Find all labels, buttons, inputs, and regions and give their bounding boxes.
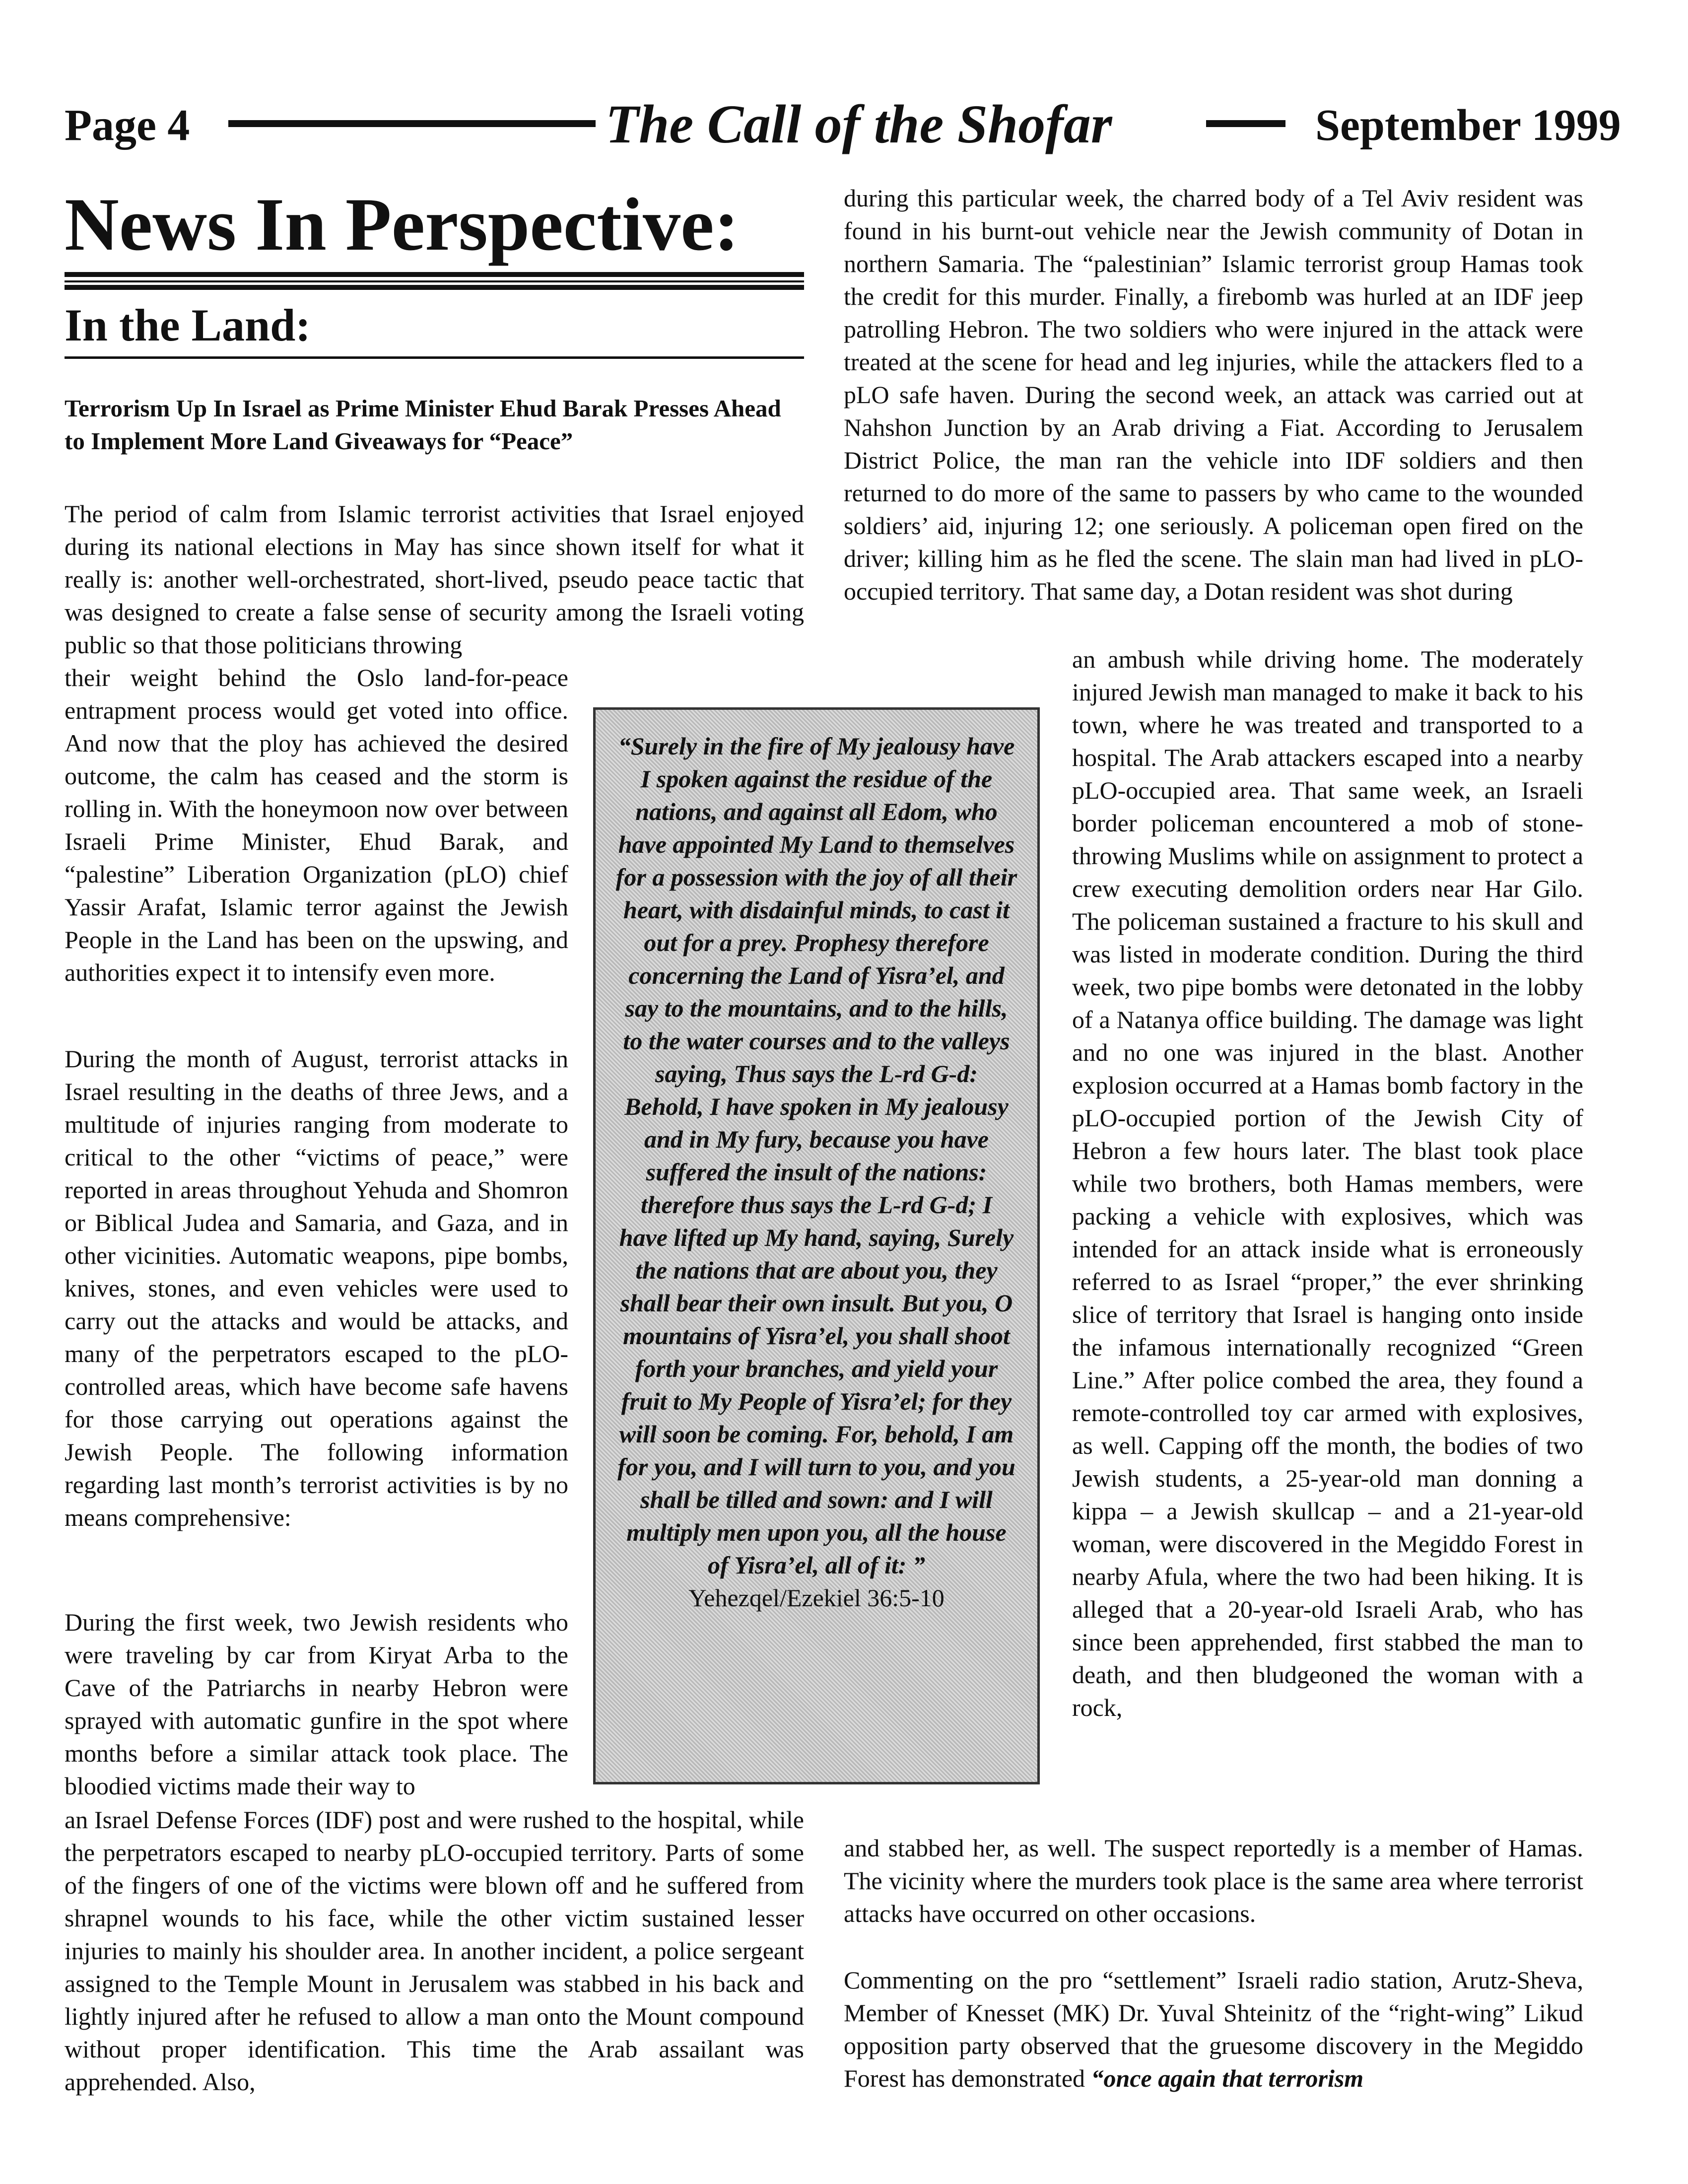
article-headline: Terrorism Up In Israel as Prime Minister Ehud Barak Presses Ahead to Implement More Land Giveaways for “Peace” bbox=[65, 395, 781, 455]
header-rule-left bbox=[228, 120, 596, 127]
section-title: News In Perspective: bbox=[65, 183, 740, 266]
paragraph-knesset-comment bbox=[844, 1964, 1583, 2095]
section-rule-middle bbox=[65, 280, 804, 282]
paragraph-august-overview: During the month of August, terrorist attacks in Israel resulting in the deaths of three Jews, and a multitude of injuries ranging from moderate to critical to the other “victims of peace,” were reported in areas throughout Yehuda and Shomron or Biblical Judea and Samaria, and Gaza, and in other vicinities. Automatic weapons, pipe bombs, knives, stones, and even vehicles were used to carry out the attacks and would be attacks, and many of the perpetrators escaped to the pLO-controlled areas, which have become safe havens for those carrying out operations against the Jewish People. The following information regarding last month’s terrorist activities is by no means comprehensive: bbox=[65, 1045, 568, 1531]
paragraph-right-bottom: and stabbed her, as well. The suspect reportedly is a member of Hamas. The vicinity where the murders took place is the same area where terrorist attacks have occurred on other occasions. bbox=[844, 1834, 1583, 1927]
header-rule-right bbox=[1206, 120, 1285, 127]
scripture-quote-text: “Surely in the fire of My jealousy have I spoken against the residue of the nations, and against all Edom, who have appointed My Land to themselves for a possession with the joy of all their heart, with disdainful minds, to cast it out for a prey. Prophesy therefore concerning the Land of Yisra’el, and say to the mountains, and to the hills, to the water courses and to the valleys saying, Thus says the L-rd G-d: Behold, I have spoken in My jealousy and in My fury, because you have suffered the insult of the nations: therefore thus says the L-rd G-d; I have lifted up My hand, saying, Surely the nations that are about you, they shall bear their own insult. But you, O mountains of Yisra’el, you shall shoot forth your branches, and yield your fruit to My People of Yisra’el; for they will soon be coming. For, behold, I am for you, and I will turn to you, and you shall be tilled and sown: and I will multiply men upon you, all the house of Yisra’el, all of it: ” bbox=[615, 732, 1017, 1579]
paragraph-knesset-quote: “once again that terrorism bbox=[1091, 2064, 1364, 2092]
paragraph-first-week: During the first week, two Jewish residents who were traveling by car from Kiryat Arba to the Cave of the Patriarchs in nearby Hebron were sprayed with automatic gunfire in the spot where months before a similar attack took place. The bloodied victims made their way to bbox=[65, 1608, 568, 1800]
paragraph-right-top: during this particular week, the charred body of a Tel Aviv resident was found in his burnt-out vehicle near the Jewish community of Dotan in northern Samaria. The “palestinian” Islamic terrorist group Hamas took the credit for this murder. Finally, a firebomb was hurled at an IDF jeep patrolling Hebron. The two soldiers who were injured in the attack were treated at the scene for head and leg injuries, while the attackers fled to a pLO safe haven. During the second week, an attack was carried out at Nahshon Junction by an Arab driving a Fiat. According to Jerusalem District Police, the man ran the vehicle into IDF soldiers and then returned to do more of the same to passers by who came to the wounded soldiers’ aid, injuring 12; one seriously. A policeman open fired on the driver; killing him as he fled the scene. The slain man had lived in pLO-occupied territory. That same day, a Dotan resident was shot during bbox=[844, 184, 1583, 605]
subsection-rule bbox=[65, 356, 804, 359]
paragraph-intro: The period of calm from Islamic terrorist activities that Israel enjoyed during its national elections in May has since shown itself for what it really is: another well-orchestrated, short-lived, pseudo peace tactic that was designed to create a false sense of security among the Israeli voting public so that those politicians throwing bbox=[65, 500, 804, 659]
scripture-citation: Yehezqel/Ezekiel 36:5-10 bbox=[688, 1584, 945, 1612]
issue-date: September 1999 bbox=[1315, 101, 1621, 150]
paragraph-knesset-lead: Commenting on the pro “settlement” Israeli radio station, Arutz-Sheva, Member of Knesset (MK) Dr. Yuval Shteinitz of the “right-wing” Likud opposition party observed that the gruesome discovery in the Megiddo Forest has demonstrated bbox=[844, 1966, 1583, 2092]
page-number: Page 4 bbox=[65, 101, 190, 150]
publication-title: The Call of the Shofar bbox=[606, 94, 1112, 154]
paragraph-right-middle: an ambush while driving home. The moderately injured Jewish man managed to make it back to his town, where he was treated and transported to a hospital. The Arab attackers escaped into a nearby pLO-occupied area. That same week, an Israeli border policeman encountered a mob of stone-throwing Muslims while on assignment to protect a crew executing demolition orders near Har Gilo. The policeman sustained a fracture to his skull and was listed in moderate condition. During the third week, two pipe bombs were detonated in the lobby of a Natanya office building. The damage was light and no one was injured in the blast. Another explosion occurred at a Hamas bomb factory in the pLO-occupied portion of the Jewish City of Hebron a few hours later. The blast took place while two brothers, both Hamas members, were packing a vehicle with explosives, which was intended for an attack inside what is erroneously referred to as Israel “proper,” the ever shrinking slice of territory that Israel is hanging onto inside the infamous internationally recognized “Green Line.” After police combed the area, they found a remote-controlled toy car armed with explosives, as well. Capping off the month, the bodies of two Jewish students, a 25-year-old man donning a kippa – a Jewish skullcap – and a 21-year-old woman, were discovered in the Megiddo Forest in nearby Afula, where the two had been hiking. It is alleged that a 20-year-old Israeli Arab, who has since been apprehended, first stabbed the man to death, and then bludgeoned the woman with a rock, bbox=[1072, 645, 1583, 1721]
paragraph-intro-continued: their weight behind the Oslo land-for-peace entrapment process would get voted into office. And now that the ploy has achieved the desired outcome, the calm has ceased and the storm is rolling in. With the honeymoon now over between Israeli Prime Minister, Ehud Barak, and “palestine” Liberation Organization (pLO) chief Yassir Arafat, Islamic terror against the Jewish People in the Land has been on the upswing, and authorities expect it to intensify even more. bbox=[65, 664, 568, 986]
subsection-title: In the Land: bbox=[65, 300, 311, 350]
running-header bbox=[65, 94, 1621, 159]
scripture-pull-quote bbox=[593, 707, 1040, 1784]
paragraph-first-week-continued: an Israel Defense Forces (IDF) post and were rushed to the hospital, while the perpetrators escaped to nearby pLO-occupied territory. Parts of some of the fingers of one of the victims were blown off and he suffered from shrapnel wounds to his face, while the other victim sustained lesser injuries to mainly his shoulder area. In another incident, a police sergeant assigned to the Temple Mount in Jerusalem was stabbed in his back and lightly injured after he refused to allow a man onto the Mount compound without proper identification. This time the Arab assailant was apprehended. Also, bbox=[65, 1806, 804, 2096]
